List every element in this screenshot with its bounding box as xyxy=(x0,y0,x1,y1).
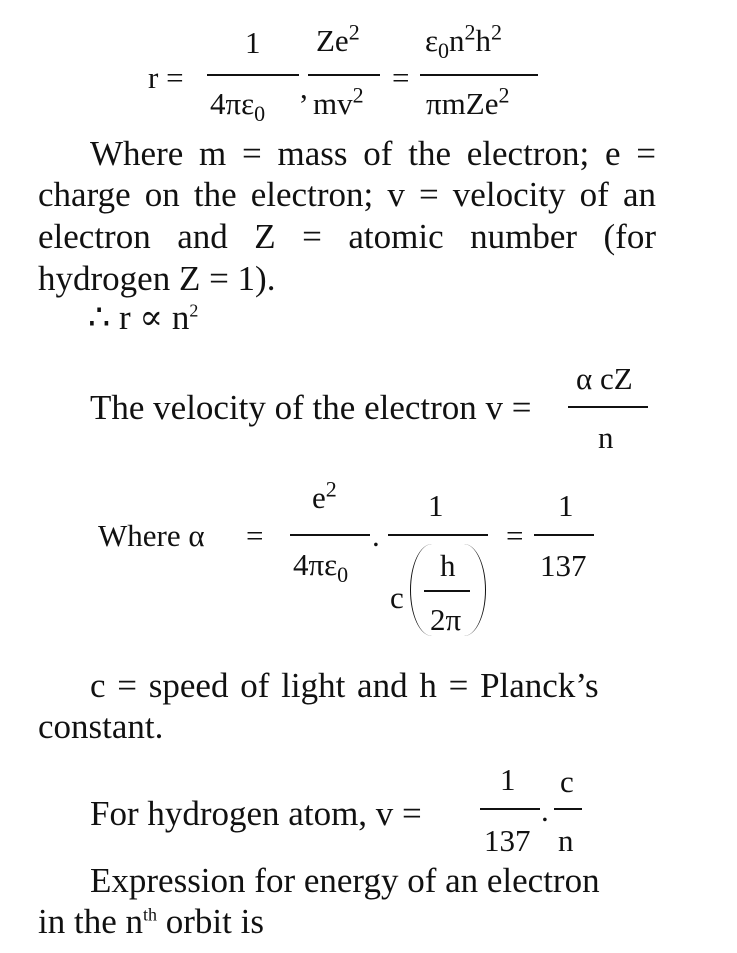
velocity-numerator: α cZ xyxy=(576,361,633,396)
alpha-f2-numerator: 1 xyxy=(428,488,444,523)
alpha-f2-inner-denominator: 2π xyxy=(430,602,462,637)
velocity-denominator: n xyxy=(598,420,614,455)
hydrogen-dot: . xyxy=(541,793,549,828)
alpha-f2-inner-numerator: h xyxy=(440,548,456,583)
proportionality-statement xyxy=(88,300,198,335)
alpha-f2-c: c xyxy=(390,580,404,615)
velocity-label: The velocity of the electron v = xyxy=(90,388,532,427)
hydrogen-label: For hydrogen atom, v = xyxy=(90,794,422,833)
radius-f3-bar xyxy=(420,74,538,76)
alpha-f2-bar xyxy=(388,534,488,536)
radius-comma: , xyxy=(300,70,308,105)
proportionality-exponent: 2 xyxy=(189,300,199,321)
hydrogen-f2-denominator: n xyxy=(558,823,574,858)
alpha-dot: . xyxy=(372,518,380,553)
radius-f1-numerator: 1 xyxy=(245,25,261,60)
alpha-equals-2: = xyxy=(506,518,524,553)
alpha-f1-denominator: $4\pi\varepsilon_0$ xyxy=(293,547,349,588)
hydrogen-f1-denominator: 137 xyxy=(484,823,531,858)
alpha-f1-numerator: $e^2$ xyxy=(312,476,337,515)
alpha-equals: = xyxy=(246,518,264,553)
definitions-line-2: charge on the electron; v = velocity of an xyxy=(38,175,656,214)
radius-f2-bar xyxy=(308,74,380,76)
alpha-f2-inner-bar xyxy=(424,590,470,592)
hydrogen-f2-bar xyxy=(554,808,582,810)
velocity-bar xyxy=(568,406,648,408)
definitions-line-4: hydrogen Z = 1). xyxy=(38,259,276,298)
hydrogen-f2-numerator: c xyxy=(560,764,574,799)
energy-line-1: Expression for energy of an electron xyxy=(90,861,600,900)
radius-f1-bar xyxy=(207,74,299,76)
hydrogen-f1-bar xyxy=(480,808,540,810)
radius-f1-denominator: $4\pi\varepsilon_0$ xyxy=(210,86,266,127)
alpha-f3-numerator: 1 xyxy=(558,488,574,523)
therefore-symbol: ∴ xyxy=(88,298,111,337)
alpha-f3-denominator: 137 xyxy=(540,548,587,583)
alpha-f3-bar xyxy=(534,534,594,536)
radius-f2-denominator: $mv^2$ xyxy=(313,82,364,121)
radius-equals: = xyxy=(392,60,410,95)
radius-f3-denominator: πmZe$^2$ xyxy=(426,82,510,121)
energy-line-2: in the $n^{th}$ orbit is xyxy=(38,902,264,941)
hydrogen-f1-numerator: 1 xyxy=(500,762,516,797)
constants-line-2: constant. xyxy=(38,707,164,746)
constants-line-1: c = speed of light and h = Planck’s xyxy=(90,666,599,705)
alpha-label: Where α xyxy=(98,518,205,553)
definitions-line-1: Where m = mass of the electron; e = xyxy=(90,134,656,173)
definitions-line-3: electron and Z = atomic number (for xyxy=(38,217,656,256)
radius-f2-numerator: Ze$^2$ xyxy=(316,19,360,58)
radius-lhs: r = xyxy=(148,60,184,95)
proportionality-text: r ∝ n xyxy=(119,298,190,337)
alpha-f1-bar xyxy=(290,534,370,536)
radius-f3-numerator: $\varepsilon_0n^2h^2$ xyxy=(425,19,503,64)
